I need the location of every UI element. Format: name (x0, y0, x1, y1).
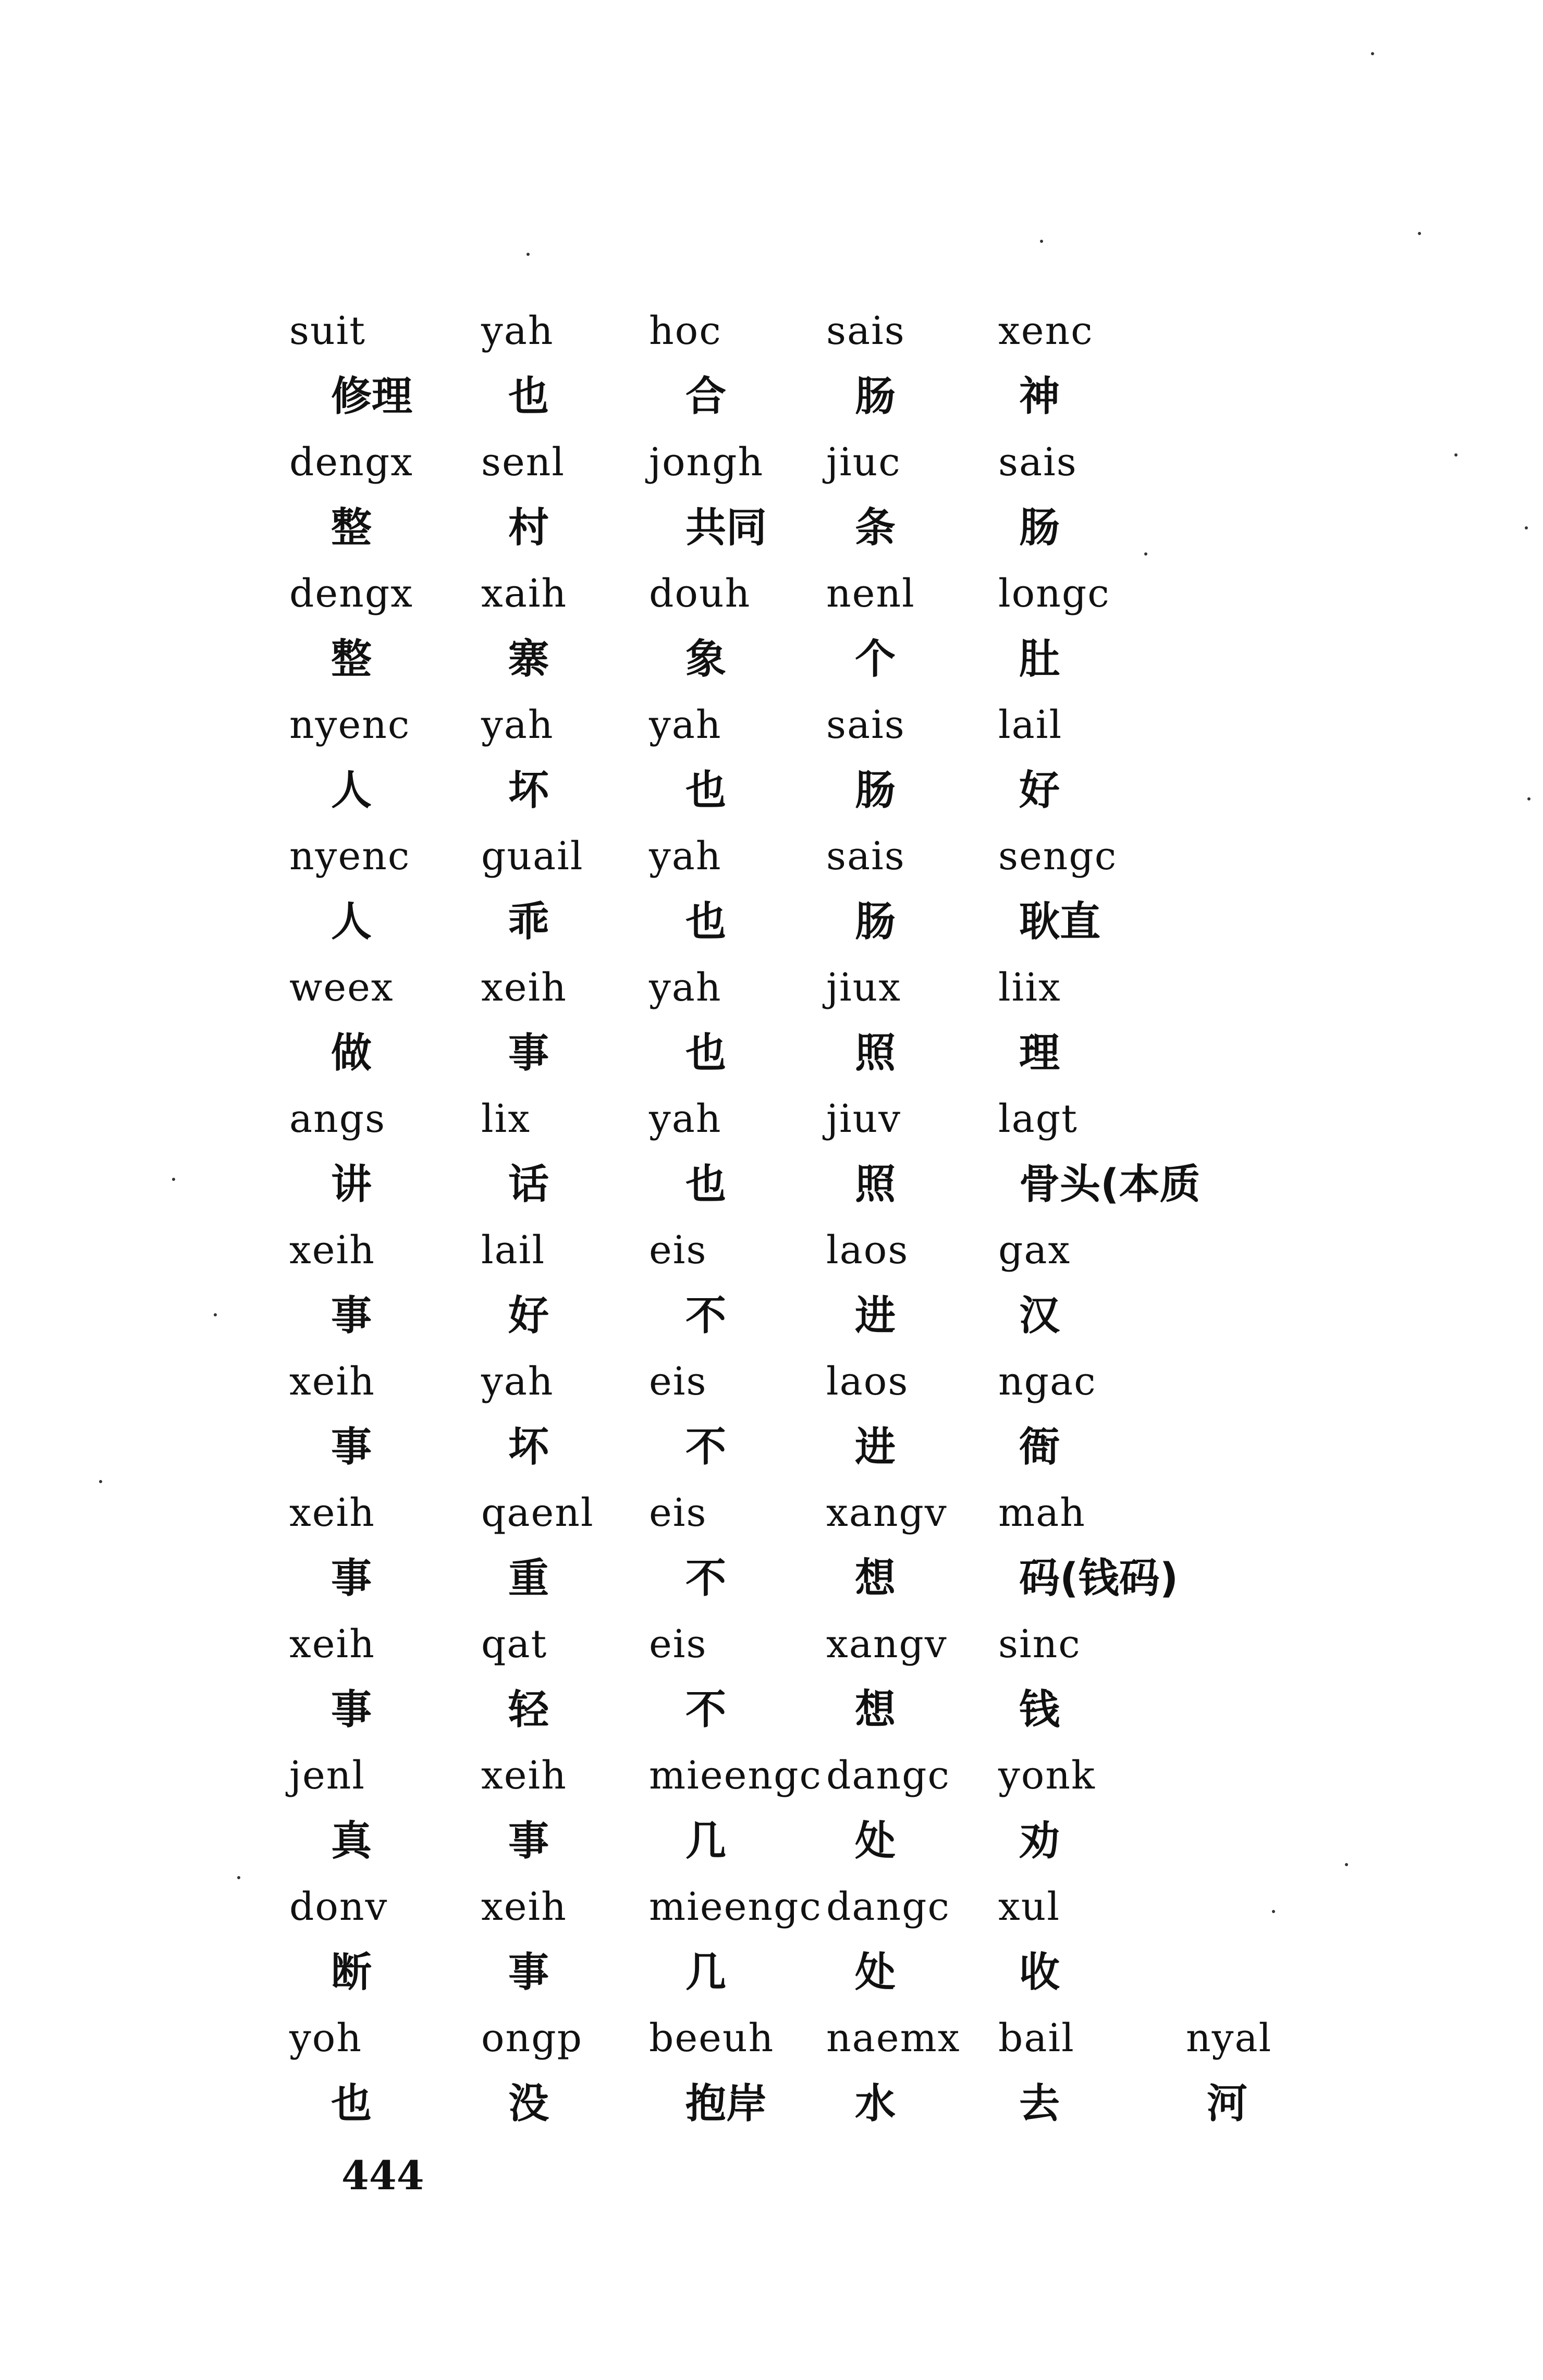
chinese-gloss: 想 (855, 1686, 896, 1733)
romanized-word: hoc (649, 309, 722, 353)
romanized-word: lail (998, 702, 1063, 747)
romanized-word: longc (998, 571, 1110, 616)
chinese-gloss: 想 (855, 1555, 896, 1602)
romanized-line (289, 1222, 1332, 1287)
chinese-gloss-line (289, 631, 1332, 696)
scan-speck (237, 1876, 240, 1879)
romanized-word: weex (289, 965, 394, 1010)
romanized-word: dengx (289, 440, 413, 485)
scan-speck (172, 1178, 175, 1181)
romanized-word: naemx (826, 2016, 961, 2061)
chinese-gloss: 事 (508, 1030, 549, 1077)
chinese-gloss: 坏 (508, 1424, 549, 1471)
chinese-gloss: 肚 (1019, 636, 1060, 683)
chinese-gloss: 劝 (1019, 1818, 1060, 1865)
chinese-gloss: 好 (1019, 767, 1060, 814)
chinese-gloss: 理 (1019, 1030, 1060, 1077)
chinese-gloss: 轻 (508, 1686, 549, 1733)
romanized-word: sais (998, 440, 1077, 485)
chinese-gloss: 收 (1019, 1949, 1060, 1996)
romanized-word: mah (998, 1490, 1086, 1535)
romanized-word: yah (649, 1096, 722, 1141)
romanized-word: yonk (998, 1753, 1096, 1798)
romanized-word: yah (481, 1359, 554, 1404)
romanized-word: xangv (826, 1622, 948, 1667)
chinese-gloss: 照 (855, 1030, 896, 1077)
scan-speck (1418, 232, 1421, 235)
romanized-line (289, 696, 1332, 762)
romanized-line (289, 1747, 1332, 1812)
romanized-word: jongh (649, 440, 764, 485)
chinese-gloss: 也 (685, 1161, 727, 1208)
chinese-gloss: 肠 (855, 898, 896, 945)
romanized-word: angs (289, 1096, 386, 1141)
scan-speck (1527, 797, 1530, 800)
chinese-gloss-line (289, 2075, 1332, 2141)
chinese-gloss-line (289, 1944, 1332, 2009)
romanized-word: gax (998, 1228, 1071, 1273)
chinese-gloss: 事 (331, 1555, 372, 1602)
chinese-gloss: 断 (331, 1949, 372, 1996)
chinese-gloss: 不 (685, 1555, 727, 1602)
chinese-gloss: 处 (855, 1818, 896, 1865)
romanized-line (289, 828, 1332, 893)
romanized-line (289, 959, 1332, 1025)
romanized-word: qat (481, 1622, 548, 1667)
chinese-gloss: 神 (1019, 373, 1060, 420)
chinese-gloss: 去 (1019, 2080, 1060, 2127)
chinese-gloss: 水 (855, 2080, 896, 2127)
romanized-line (289, 1353, 1332, 1419)
romanized-word: xeih (289, 1359, 375, 1404)
chinese-gloss: 码(钱码) (1019, 1555, 1179, 1602)
chinese-gloss-line (289, 1681, 1332, 1747)
chinese-gloss: 事 (331, 1424, 372, 1471)
romanized-word: eis (649, 1359, 707, 1404)
chinese-gloss: 人 (331, 898, 372, 945)
chinese-gloss: 事 (508, 1818, 549, 1865)
romanized-word: ongp (481, 2016, 583, 2061)
scan-speck (1525, 526, 1528, 529)
scan-speck (1144, 552, 1147, 556)
chinese-gloss-line (289, 1419, 1332, 1484)
romanized-line (289, 1616, 1332, 1681)
romanized-word: qaenl (481, 1490, 594, 1535)
chinese-gloss: 耿直 (1019, 898, 1101, 945)
chinese-gloss: 抱岸 (685, 2080, 767, 2127)
chinese-gloss: 事 (331, 1292, 372, 1339)
chinese-gloss-line (289, 368, 1332, 434)
romanized-word: beeuh (649, 2016, 775, 2061)
chinese-gloss: 进 (855, 1292, 896, 1339)
chinese-gloss: 肠 (855, 373, 896, 420)
scan-speck (526, 253, 530, 256)
romanized-word: yah (649, 702, 722, 747)
chinese-gloss: 做 (331, 1030, 372, 1077)
chinese-gloss: 不 (685, 1292, 727, 1339)
chinese-gloss: 寨 (508, 636, 549, 683)
chinese-gloss: 也 (685, 898, 727, 945)
romanized-word: xeih (481, 965, 567, 1010)
chinese-gloss: 话 (508, 1161, 549, 1208)
romanized-word: nyenc (289, 702, 411, 747)
chinese-gloss: 乖 (508, 898, 549, 945)
romanized-word: yah (649, 834, 722, 879)
chinese-gloss: 汉 (1019, 1292, 1060, 1339)
chinese-gloss: 处 (855, 1949, 896, 1996)
romanized-word: ngac (998, 1359, 1097, 1404)
chinese-gloss: 个 (855, 636, 896, 683)
romanized-word: yah (481, 309, 554, 353)
romanized-word: xeih (481, 1884, 567, 1929)
chinese-gloss: 也 (685, 767, 727, 814)
romanized-word: guail (481, 834, 584, 879)
chinese-gloss: 也 (331, 2080, 372, 2127)
romanized-word: dengx (289, 571, 413, 616)
romanized-word: lail (481, 1228, 546, 1273)
romanized-word: xeih (289, 1490, 375, 1535)
chinese-gloss: 真 (331, 1818, 372, 1865)
chinese-gloss: 不 (685, 1686, 727, 1733)
chinese-gloss: 没 (508, 2080, 549, 2127)
romanized-word: xeih (289, 1228, 375, 1273)
chinese-gloss: 讲 (331, 1161, 372, 1208)
romanized-word: nyenc (289, 834, 411, 879)
romanized-line (289, 1484, 1332, 1550)
chinese-gloss: 几 (685, 1818, 727, 1865)
romanized-word: sinc (998, 1622, 1081, 1667)
romanized-word: yah (481, 702, 554, 747)
chinese-gloss: 不 (685, 1424, 727, 1471)
chinese-gloss: 修理 (331, 373, 413, 420)
romanized-word: sengc (998, 834, 1118, 879)
romanized-word: mieengc (649, 1753, 822, 1798)
scan-speck (1345, 1863, 1348, 1866)
romanized-word: lix (481, 1096, 531, 1141)
chinese-gloss: 照 (855, 1161, 896, 1208)
chinese-gloss: 肠 (855, 767, 896, 814)
romanized-word: jenl (289, 1753, 366, 1798)
romanized-word: douh (649, 571, 751, 616)
chinese-gloss-line (289, 1287, 1332, 1353)
interlinear-text (289, 302, 1332, 2141)
chinese-gloss-line (289, 1025, 1332, 1090)
chinese-gloss: 整 (331, 636, 372, 683)
chinese-gloss: 整 (331, 504, 372, 551)
chinese-gloss-line (289, 893, 1332, 959)
chinese-gloss: 象 (685, 636, 727, 683)
chinese-gloss: 衙 (1019, 1424, 1060, 1471)
romanized-word: jiux (826, 965, 902, 1010)
romanized-word: yah (649, 965, 722, 1010)
romanized-word: liix (998, 965, 1061, 1010)
chinese-gloss-line (289, 499, 1332, 565)
chinese-gloss-line (289, 1550, 1332, 1616)
chinese-gloss: 条 (855, 504, 896, 551)
romanized-word: donv (289, 1884, 388, 1929)
romanized-word: dangc (826, 1753, 950, 1798)
romanized-word: lagt (998, 1096, 1078, 1141)
chinese-gloss: 钱 (1019, 1686, 1060, 1733)
romanized-word: xeih (481, 1753, 567, 1798)
scan-speck (99, 1480, 102, 1483)
chinese-gloss-line (289, 1812, 1332, 1878)
scan-speck (1272, 1910, 1275, 1913)
romanized-word: xangv (826, 1490, 948, 1535)
chinese-gloss: 人 (331, 767, 372, 814)
romanized-line (289, 1090, 1332, 1156)
romanized-word: sais (826, 309, 905, 353)
romanized-word: bail (998, 2016, 1075, 2061)
romanized-word: sais (826, 834, 905, 879)
scan-speck (1040, 240, 1043, 243)
page-number: 444 (341, 2152, 424, 2199)
chinese-gloss: 骨头(本质 (1019, 1161, 1201, 1208)
romanized-word: xaih (481, 571, 568, 616)
romanized-word: xeih (289, 1622, 375, 1667)
scan-speck (1454, 453, 1458, 457)
romanized-word: xul (998, 1884, 1061, 1929)
romanized-word: dangc (826, 1884, 950, 1929)
chinese-gloss: 也 (508, 373, 549, 420)
romanized-word: xenc (998, 309, 1094, 353)
chinese-gloss: 几 (685, 1949, 727, 1996)
chinese-gloss: 重 (508, 1555, 549, 1602)
chinese-gloss: 事 (508, 1949, 549, 1996)
chinese-gloss: 合 (685, 373, 727, 420)
chinese-gloss: 事 (331, 1686, 372, 1733)
romanized-word: eis (649, 1228, 707, 1273)
romanized-word: nyal (1186, 2016, 1272, 2061)
romanized-word: eis (649, 1490, 707, 1535)
romanized-line (289, 565, 1332, 631)
romanized-line (289, 2009, 1332, 2075)
scan-speck (1371, 52, 1374, 55)
scan-speck (214, 1313, 217, 1316)
romanized-word: nenl (826, 571, 915, 616)
chinese-gloss: 也 (685, 1030, 727, 1077)
chinese-gloss: 坏 (508, 767, 549, 814)
chinese-gloss: 肠 (1019, 504, 1060, 551)
romanized-word: laos (826, 1359, 909, 1404)
romanized-word: jiuc (826, 440, 901, 485)
chinese-gloss: 河 (1207, 2080, 1248, 2127)
chinese-gloss-line (289, 1156, 1332, 1222)
romanized-line (289, 434, 1332, 499)
chinese-gloss-line (289, 762, 1332, 828)
romanized-word: eis (649, 1622, 707, 1667)
romanized-word: yoh (289, 2016, 363, 2061)
romanized-line (289, 302, 1332, 368)
romanized-word: suit (289, 309, 366, 353)
chinese-gloss: 共同 (685, 504, 767, 551)
chinese-gloss: 进 (855, 1424, 896, 1471)
chinese-gloss: 村 (508, 504, 549, 551)
chinese-gloss: 好 (508, 1292, 549, 1339)
romanized-word: sais (826, 702, 905, 747)
romanized-word: laos (826, 1228, 909, 1273)
romanized-word: senl (481, 440, 566, 485)
romanized-line (289, 1878, 1332, 1944)
romanized-word: jiuv (826, 1096, 902, 1141)
romanized-word: mieengc (649, 1884, 822, 1929)
